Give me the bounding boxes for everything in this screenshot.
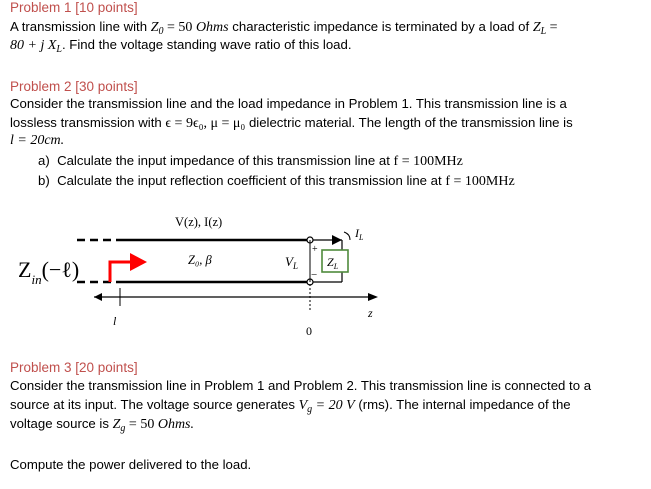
item-freq: f = 100MHz	[393, 154, 463, 169]
problem2-length: l = 20cm.	[10, 133, 65, 148]
length-label: l	[113, 314, 117, 328]
p3-zg: $Z_g$	[112, 417, 126, 434]
item-label: b)	[38, 173, 50, 188]
p2-dielectric: ϵ = 9ϵ₀, μ = μ₀	[165, 116, 246, 131]
p2-text-a: lossless transmission with	[10, 115, 166, 130]
p3-text-a: source at its input. The voltage source generates	[10, 397, 299, 412]
p1-text-rest: . Find the voltage standing wave ratio of this load.	[61, 37, 352, 52]
problem3-line4: Compute the power delivered to the load.	[10, 457, 252, 472]
p1-text-c: characteristic impedance is terminated by a load of	[228, 19, 533, 34]
p1-zl: $Z_L$	[532, 20, 547, 37]
current-arrow-icon	[332, 235, 342, 245]
problem2-heading: Problem 2 [30 points]	[10, 79, 138, 94]
zin-arrow-head	[130, 253, 147, 271]
axis-zero-label: 0	[306, 324, 312, 338]
il-label: $I_L$	[355, 226, 364, 242]
p1-eq: =	[546, 20, 558, 35]
p3-vg: $V_g$	[298, 398, 313, 415]
axis-z-label: z	[368, 306, 373, 320]
plus-label: +	[312, 244, 318, 255]
zin-arrow-icon	[110, 262, 132, 282]
vl-label: $V_L$	[285, 254, 298, 271]
vi-label: V(z), I(z)	[175, 215, 223, 229]
problem3-line1: Consider the transmission line in Problem 1 and Problem 2. This transmission line is connected to a	[10, 378, 592, 393]
zin-label: $Z_{in}(-\ell)$	[18, 257, 80, 287]
item-text: Calculate the input reflection coefficient of this transmission line at	[57, 173, 446, 188]
p1-text-a: A transmission line with	[10, 19, 151, 34]
p1-load-expr: 80 + j $X_L$	[10, 38, 62, 55]
item-freq: f = 100MHz	[445, 174, 515, 189]
minus-label: −	[311, 269, 318, 281]
current-arrow-curve	[344, 232, 350, 240]
item-label: a)	[38, 153, 50, 168]
z-axis-arrow-icon	[368, 293, 378, 301]
p1-z0: $Z_0$	[150, 20, 164, 37]
problem2-line1: Consider the transmission line and the load impedance in Problem 1. This transmission line is a	[10, 96, 567, 111]
p3-zg-eq: = 50	[125, 417, 158, 432]
p3-text-c: (rms). The internal impedance of the	[354, 397, 571, 412]
p3-ohms: Ohms.	[157, 417, 194, 432]
load-label: $Z_L$	[327, 255, 339, 271]
p1-ohms: Ohms	[195, 20, 229, 35]
p3-vg-value: = 20 V	[312, 398, 355, 413]
z-axis-arrow-left-icon	[94, 293, 102, 301]
item-text: Calculate the input impedance of this transmission line at	[57, 153, 394, 168]
problem3-heading: Problem 3 [20 points]	[10, 360, 138, 375]
p1-eq50: = 50	[163, 20, 196, 35]
p2-text-b: dielectric material. The length of the transmission line is	[245, 115, 573, 130]
problem1-heading: Problem 1 [10 points]	[10, 0, 138, 15]
p3-text-line3: voltage source is	[10, 416, 113, 431]
problem3-line3	[10, 415, 194, 437]
z0beta-label: Z₀, β	[188, 253, 212, 267]
